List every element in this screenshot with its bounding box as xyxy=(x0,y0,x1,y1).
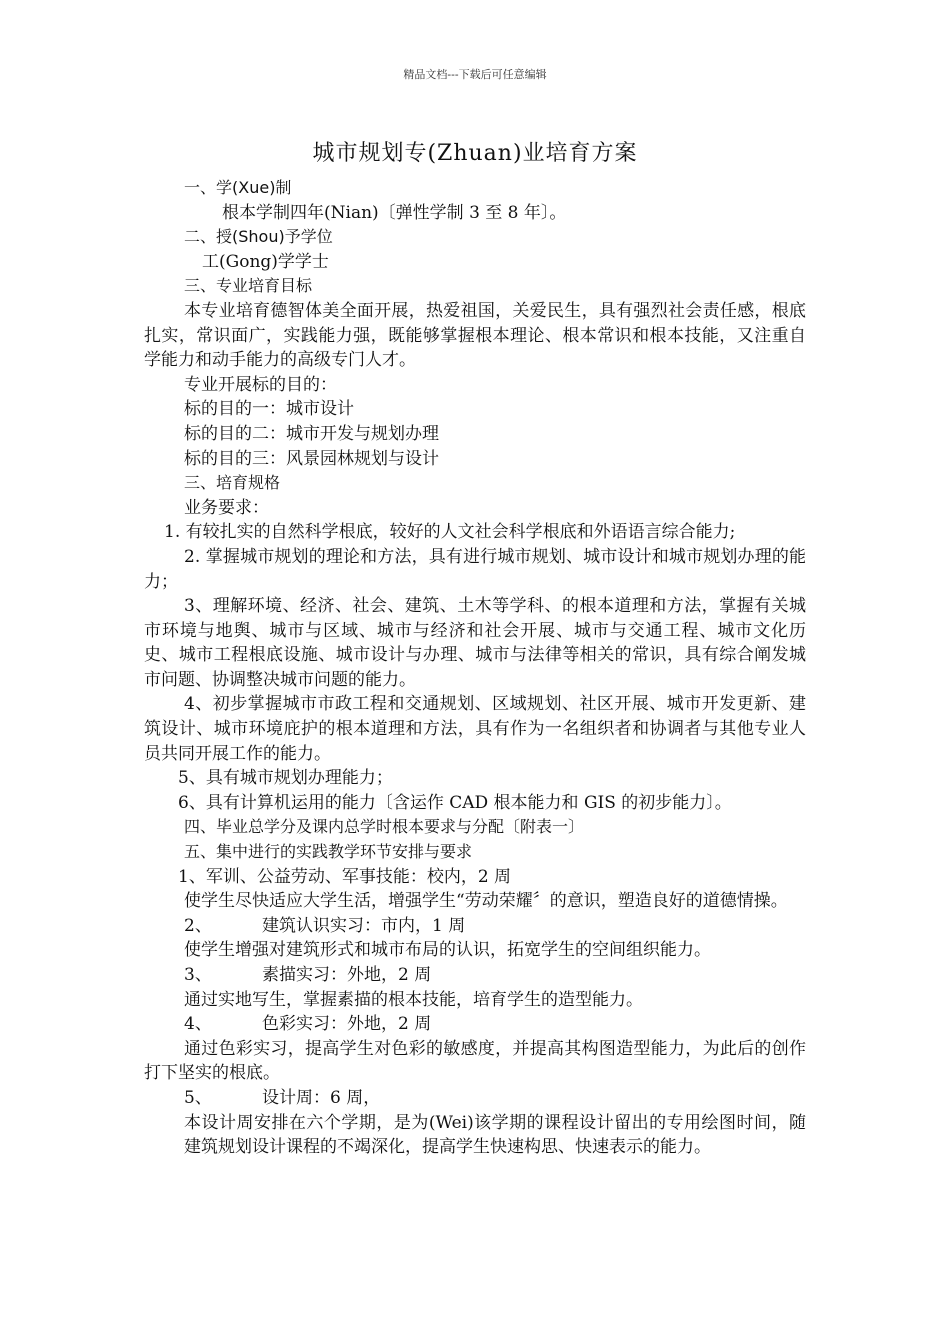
practice-item-number: 3、 xyxy=(184,965,212,985)
directions-intro: 专业开展标的目的： xyxy=(184,374,337,395)
practice-item-desc: 通过实地写生，掌握素描的根本技能，培育学生的造型能力。 xyxy=(184,989,643,1010)
header-note: 精品文档---下载后可任意编辑 xyxy=(403,68,547,81)
requirement-item: 3、理解环境、经济、社会、建筑、土木等学科、的根本道理和方法，掌握有关城市环境与地舆、城市与区域、城市与经济和社会开展、城市与交通工程、城市文化历史、城市工程根底设施、城市设计与办理、城市与法律等相关的常识，具有综合阐发城市问题、协调整决城市问题的能力。 xyxy=(144,596,806,690)
section-heading-degree: 二、授(Shou)予学位 xyxy=(184,227,333,247)
requirements-intro: 业务要求： xyxy=(184,497,269,518)
practice-item-desc: 本设计周安排在六个学期，是为(Wei)该学期的课程设计留出的专用绘图时间，随建筑规划设计课程的不竭深化，提高学生快速构思、快速表示的能力。 xyxy=(184,1112,806,1158)
practice-item-number: 5、 xyxy=(184,1087,212,1108)
practice-item-label: 色彩实习：外地，2 周 xyxy=(262,1014,432,1035)
section-heading-goals: 三、专业培育目标 xyxy=(184,276,313,296)
document-title: 城市规划专(Zhuan)业培育方案 xyxy=(312,141,638,166)
requirement-item: 6、具有计算机运用的能力〔含运作 CAD 根本能力和 GIS 的初步能力〕。 xyxy=(178,792,732,813)
section-heading-specs: 三、培育规格 xyxy=(184,473,281,493)
section-heading-practice: 五、集中进行的实践教学环节安排与要求 xyxy=(184,842,473,862)
practice-item-label: 建筑认识实习：市内，1 周 xyxy=(262,915,466,936)
practice-item-desc: 使学生增强对建筑形式和城市布局的认识，拓宽学生的空间组织能力。 xyxy=(184,940,711,961)
practice-item-desc: 通过色彩实习，提高学生对色彩的敏感度，并提高其构图造型能力，为此后的创作打下坚实的根底。 xyxy=(144,1038,806,1084)
practice-item-title xyxy=(144,1086,806,1111)
section-heading-duration: 一、学(Xue)制 xyxy=(184,178,292,197)
document-body xyxy=(144,176,806,1160)
requirement-item: 2. 掌握城市规划的理论和方法，具有进行城市规划、城市设计和城市规划办理的能力； xyxy=(144,546,806,592)
direction-item: 标的目的二：城市开发与规划办理 xyxy=(184,423,439,444)
practice-item-title xyxy=(144,1012,806,1037)
direction-item: 标的目的三：风景园林规划与设计 xyxy=(184,448,439,469)
requirement-item: 1. 有较扎实的自然科学根底，较好的人文社会科学根底和外语语言综合能力; xyxy=(164,522,736,543)
requirement-item: 5、具有城市规划办理能力； xyxy=(178,768,393,789)
practice-item-title xyxy=(144,963,806,988)
duration-text: 根本学制四年(Nian)〔弹性学制 3 至 8 年〕。 xyxy=(222,202,567,223)
practice-item-desc: 使学生尽快适应大学生活，增强学生“劳动荣耀〞的意识，塑造良好的道德情操。 xyxy=(184,891,788,912)
practice-item-title: 1、军训、公益劳动、军事技能：校内，2 周 xyxy=(178,866,512,887)
practice-item-number: 4、 xyxy=(184,1014,212,1035)
section-heading-credits: 四、毕业总学分及课内总学时根本要求与分配〔附表一〕 xyxy=(184,817,585,837)
practice-item-title xyxy=(144,914,806,939)
degree-text: 工(Gong)学学士 xyxy=(202,251,329,272)
practice-item-label: 设计周：6 周， xyxy=(262,1087,381,1108)
requirement-item: 4、初步掌握城市市政工程和交通规划、区域规划、社区开展、城市开发更新、建筑设计、城市环境庇护的根本道理和方法，具有作为一名组织者和协调者与其他专业人员共同开展工作的能力。 xyxy=(144,694,806,764)
direction-item: 标的目的一：城市设计 xyxy=(184,399,354,420)
practice-item-label: 素描实习：外地，2 周 xyxy=(262,965,432,985)
practice-item-number: 2、 xyxy=(184,915,212,936)
goals-paragraph: 本专业培育德智体美全面开展，热爱祖国，关爱民生，具有强烈社会责任感，根底扎实，常识面广，实践能力强，既能够掌握根本理论、根本常识和根本技能，又注重自学能力和动手能力的高级专门人才。 xyxy=(144,300,806,371)
